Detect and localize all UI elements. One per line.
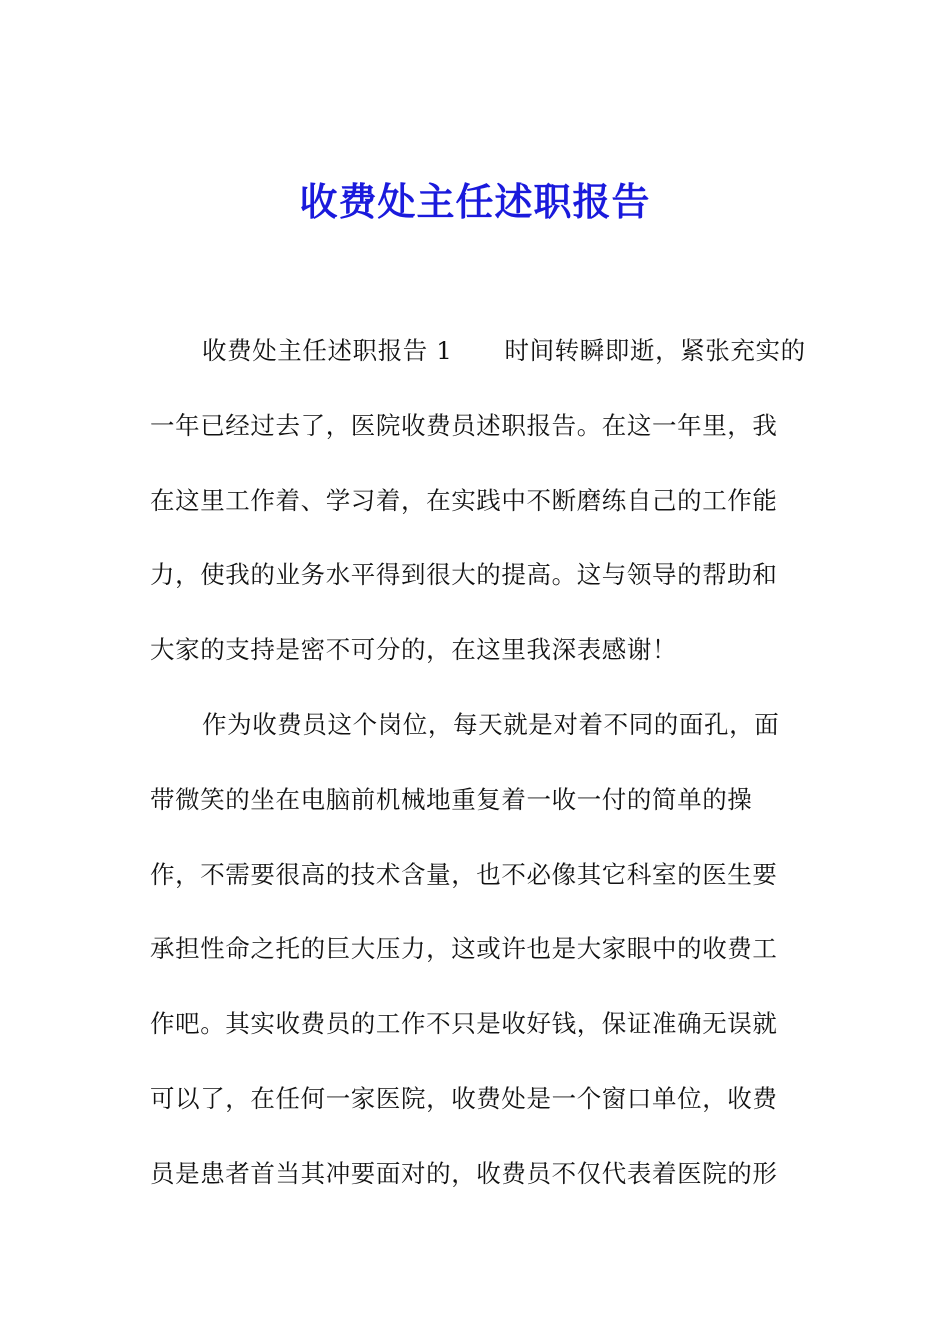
report-heading-inline: 收费处主任述职报告 1 [202, 336, 453, 365]
paragraph-line: 作，不需要很高的技术含量，也不必像其它科室的医生要 [150, 859, 778, 889]
paragraph-line: 一年已经过去了，医院收费员述职报告。在这一年里，我 [150, 410, 778, 440]
paragraph-line: 员是患者首当其冲要面对的，收费员不仅代表着医院的形 [150, 1158, 778, 1188]
document-body [150, 325, 810, 1223]
paragraph-line: 作吧。其实收费员的工作不只是收好钱，保证准确无误就 [150, 1009, 778, 1039]
paragraph-line [150, 325, 810, 400]
paragraph-line: 大家的支持是密不可分的，在这里我深表感谢！ [150, 635, 678, 665]
paragraph-line: 作为收费员这个岗位，每天就是对着不同的面孔，面 [202, 709, 780, 739]
paragraph-text: 时间转瞬即逝，紧张充实的 [504, 336, 806, 365]
paragraph-line: 在这里工作着、学习着，在实践中不断磨练自己的工作能 [150, 485, 778, 515]
paragraph-line: 可以了，在任何一家医院，收费处是一个窗口单位，收费 [150, 1083, 778, 1113]
paragraph-line: 承担性命之托的巨大压力，这或许也是大家眼中的收费工 [150, 934, 778, 964]
paragraph-line: 力，使我的业务水平得到很大的提高。这与领导的帮助和 [150, 560, 778, 590]
document-title: 收费处主任述职报告 [299, 180, 651, 224]
paragraph-line: 带微笑的坐在电脑前机械地重复着一收一付的简单的操 [150, 784, 753, 814]
